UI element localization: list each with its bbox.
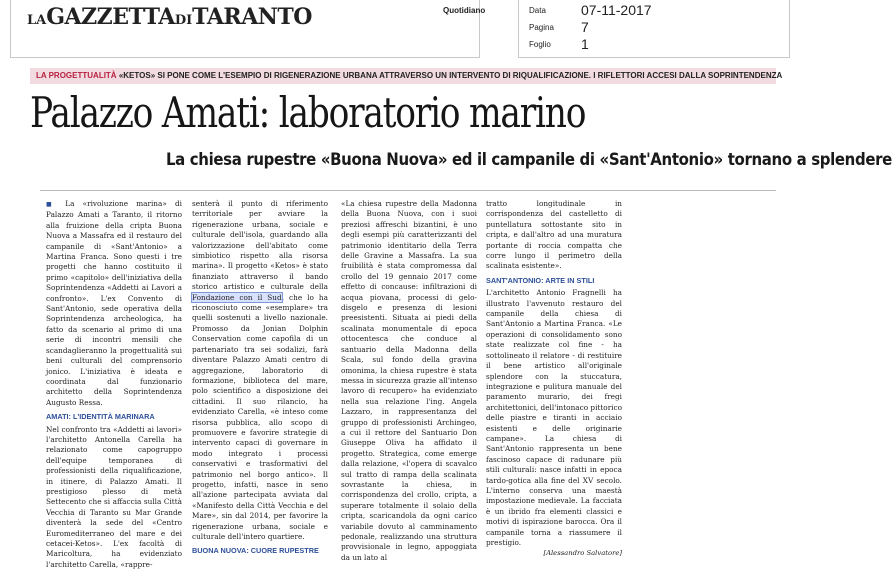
section-subhead-amati: AMATI: L'IDENTITÀ MARINARA [46,412,155,422]
masthead-la: LA [27,13,47,28]
kicker-text: «KETOS» SI PONE COME L'ESEMPIO DI RIGENERAZIONE URBANA ATTRAVERSO UN INTERVENTO DI RIQUALIFICAZIONE. I RIFLETTORI ACCESI DALLA SOPRINTENDENZA [118,71,783,80]
column-2 [192,199,328,556]
paragraph-text: , che lo ha riconosciuto come «esemplare» tra quelli sostenuti a livello nazionale. Promosso da Jonian Dolphin Conservation come capofila di un partenariato tra sei sodalizi, farà diventare Palazzo Amati centro di aggregazione, laboratorio di formazione, biblioteca del mare, polo scientifico a disposizione dei cittadini. Il suo rilancio, ha evidenziato Carella, «è inteso come risorsa pubblica, allo scopo di promuovere e favorire strategie di intervento capaci di governare in modo integrato i processi conservativi e trasformativi del patrimonio nel borgo antico». Il progetto, infatti, nasce in seno all'azione partecipata avviata dal «Manifesto della Città Vecchia e del Mare», sin dal 2014, per favorire la rigenerazione urbana, sociale e culturale dell'intero quartiere. [192,292,328,541]
bullet-icon: ■ [46,201,66,208]
column-3 [341,199,477,562]
paragraph-text: La «rivoluzione marina» di Palazzo Amati a Taranto, il ritorno alla fruizione della cripta Buona Nuova a Massafra ed il restauro del campanile di «Sant'Antonio» a Martina Franca. Sono questi i tre progetti che hanno costituito il primo «capitolo» dell'iniziativa della Soprintendenza «Addetti ai Lavori a confronto». L'ex Convento di Sant'Antonio, sede operativa della Soprintendenza archeologica, ha fatto da scenario al primo di una serie di incontri mensili che scandaglieranno la progettualità sui beni culturali del comprensorio jonico. L'iniziativa è ideata e coordinata dal funzionario architetto della Soprintendenza Augusto Ressa. [46,199,182,407]
masthead-di: DI [174,13,193,28]
article [16,66,892,569]
paragraph [192,199,328,542]
article-headline: Palazzo Amati: laboratorio marino [30,88,586,137]
article-kicker [30,68,783,84]
masthead-gazzetta: GAZZETTA [46,4,175,30]
paragraph: Nel confronto tra «Addetti ai lavori» l'architetto Antonella Carella ha relazionato come capogruppo dell'equipe temporanea di professionisti della riqualificazione, in itinere, di Palazzo Amati. Il prestigioso plesso di metà Settecento che si affaccia sulla Città Vecchia di Taranto su Mar Grande diventerà la sede del «Centro Euromediterraneo del mare e dei cetacei-Ketos». L'ex facoltà di Maricoltura, ha evidenziato l'architetto Carella, «rappre- [46,424,182,569]
highlighted-text[interactable]: Fondazione con il Sud [192,292,282,302]
author-credit: [Alessandro Salvatore] [543,549,622,558]
paragraph [46,199,182,408]
meta-date [529,2,779,18]
article-subheadline: La chiesa rupestre «Buona Nuova» ed il campanile di «Sant'Antonio» tornano a splendere [166,150,892,170]
section-subhead-sant-antonio: SANT'ANTONIO: ARTE IN STILI [486,275,595,285]
paragraph: L'architetto Antonio Fragnelli ha illustrato l'avvenuto restauro del campanile della chiesa di Sant'Antonio a Martina Franca. «Le operazioni di consolidamento sono state realizzate col fine - ha sottolineato il relatore - di restituire il bene artistico all'originale splendore con la stuccatura, integrazione e pulitura manuale del paramento murario, dei fregi architettonici, dell'intonaco pittorico delle piastre e tiranti in acciaio esistenti e delle originarie campane». La chiesa di Sant'Antonio rappresenta un bene fascinoso capace di radunare più stili culturali: nasce infatti in epoca tardo-gotica alla fine del XV secolo. L'interno conserva una maestà impostazione medievale. La facciata è un ibrido fra elementi classici e motivi di ispirazione barocca. Ora il campanile torna a riassumere il prestigio. [486,288,622,547]
meta-sheet-value: 1 [581,36,589,52]
meta-date-label: Data [529,6,546,15]
column-1 [46,199,182,569]
meta-page-value: 7 [581,19,589,35]
meta-page-label: Pagina [529,23,554,32]
section-subhead-buona-nuova: BUONA NUOVA: CUORE RUPESTRE [192,546,319,556]
meta-page [529,19,779,35]
column-4 [486,199,622,558]
article-body [40,190,776,569]
kicker-lead: LA PROGETTUALITÀ [36,71,117,80]
clipping-meta [518,0,790,58]
paragraph: «La chiesa rupestre della Madonna della Buona Nuova, con i suoi preziosi affreschi bizantini, è uno degli esempi più caratterizzanti del patrimonio identitario della Terra delle Gravine a Massafra. La sua fruibilità è stata compromessa dal crollo del 19 gennaio 2017 come effetto di concause: infiltrazioni di acqua piovana, processi di gelo-disgelo e presenza di lesioni preesistenti. Situata ai piedi della scalinata monumentale di epoca ottocentesca che conduce al santuario della Madonna della Scala, sul fondo della gravina omonima, la chiesa rupestre è stata messa in sicurezza grazie all'intenso lavoro di recupero» ha evidenziato nella sua relazione l'ing. Angela Lazzaro, in rappresentanza del gruppo di professionisti Archingeo, a cui il rettore del Santuario Don Giuseppe Oliva ha affidato il progetto. Strategica, come emerge dalla relazione, «l'opera di scavalco sul tratto di rampa della scalinata sovrastante la chiesa, in corrispondenza del crollo, cripta, a superare totalmente il solaio della cripta, scaricandola da ogni carico variabile dovuto al camminamento pedonale, realizzando una struttura provvisionale in legno, appoggiata da un lato al [341,199,477,562]
masthead-taranto: TARANTO [192,4,312,30]
masthead-box [10,0,486,58]
paragraph: tratto longitudinale in corrispondenza del castelletto di puntellatura sottostante sito in cripta, e dall'altro ad una muratura portante di roccia compatta che corre lungo il perimetro della scalinata esistente». [486,199,622,271]
page-header [0,0,800,58]
meta-sheet [529,36,779,52]
masthead-logo [27,4,312,30]
meta-sheet-label: Foglio [529,40,551,49]
meta-date-value: 07-11-2017 [581,2,652,18]
publication-type: Quotidiano [443,6,486,15]
paragraph-text: senterà il punto di riferimento territoriale per avviare la rigenerazione urbana, sociale e culturale dell'isola, guardando alla valorizzazione dell'abitato come simbiotico rispetto alla risorsa marina». Il progetto «Ketos» è stato finanziato attraverso il bando storico artistico e culturale della [192,199,328,292]
